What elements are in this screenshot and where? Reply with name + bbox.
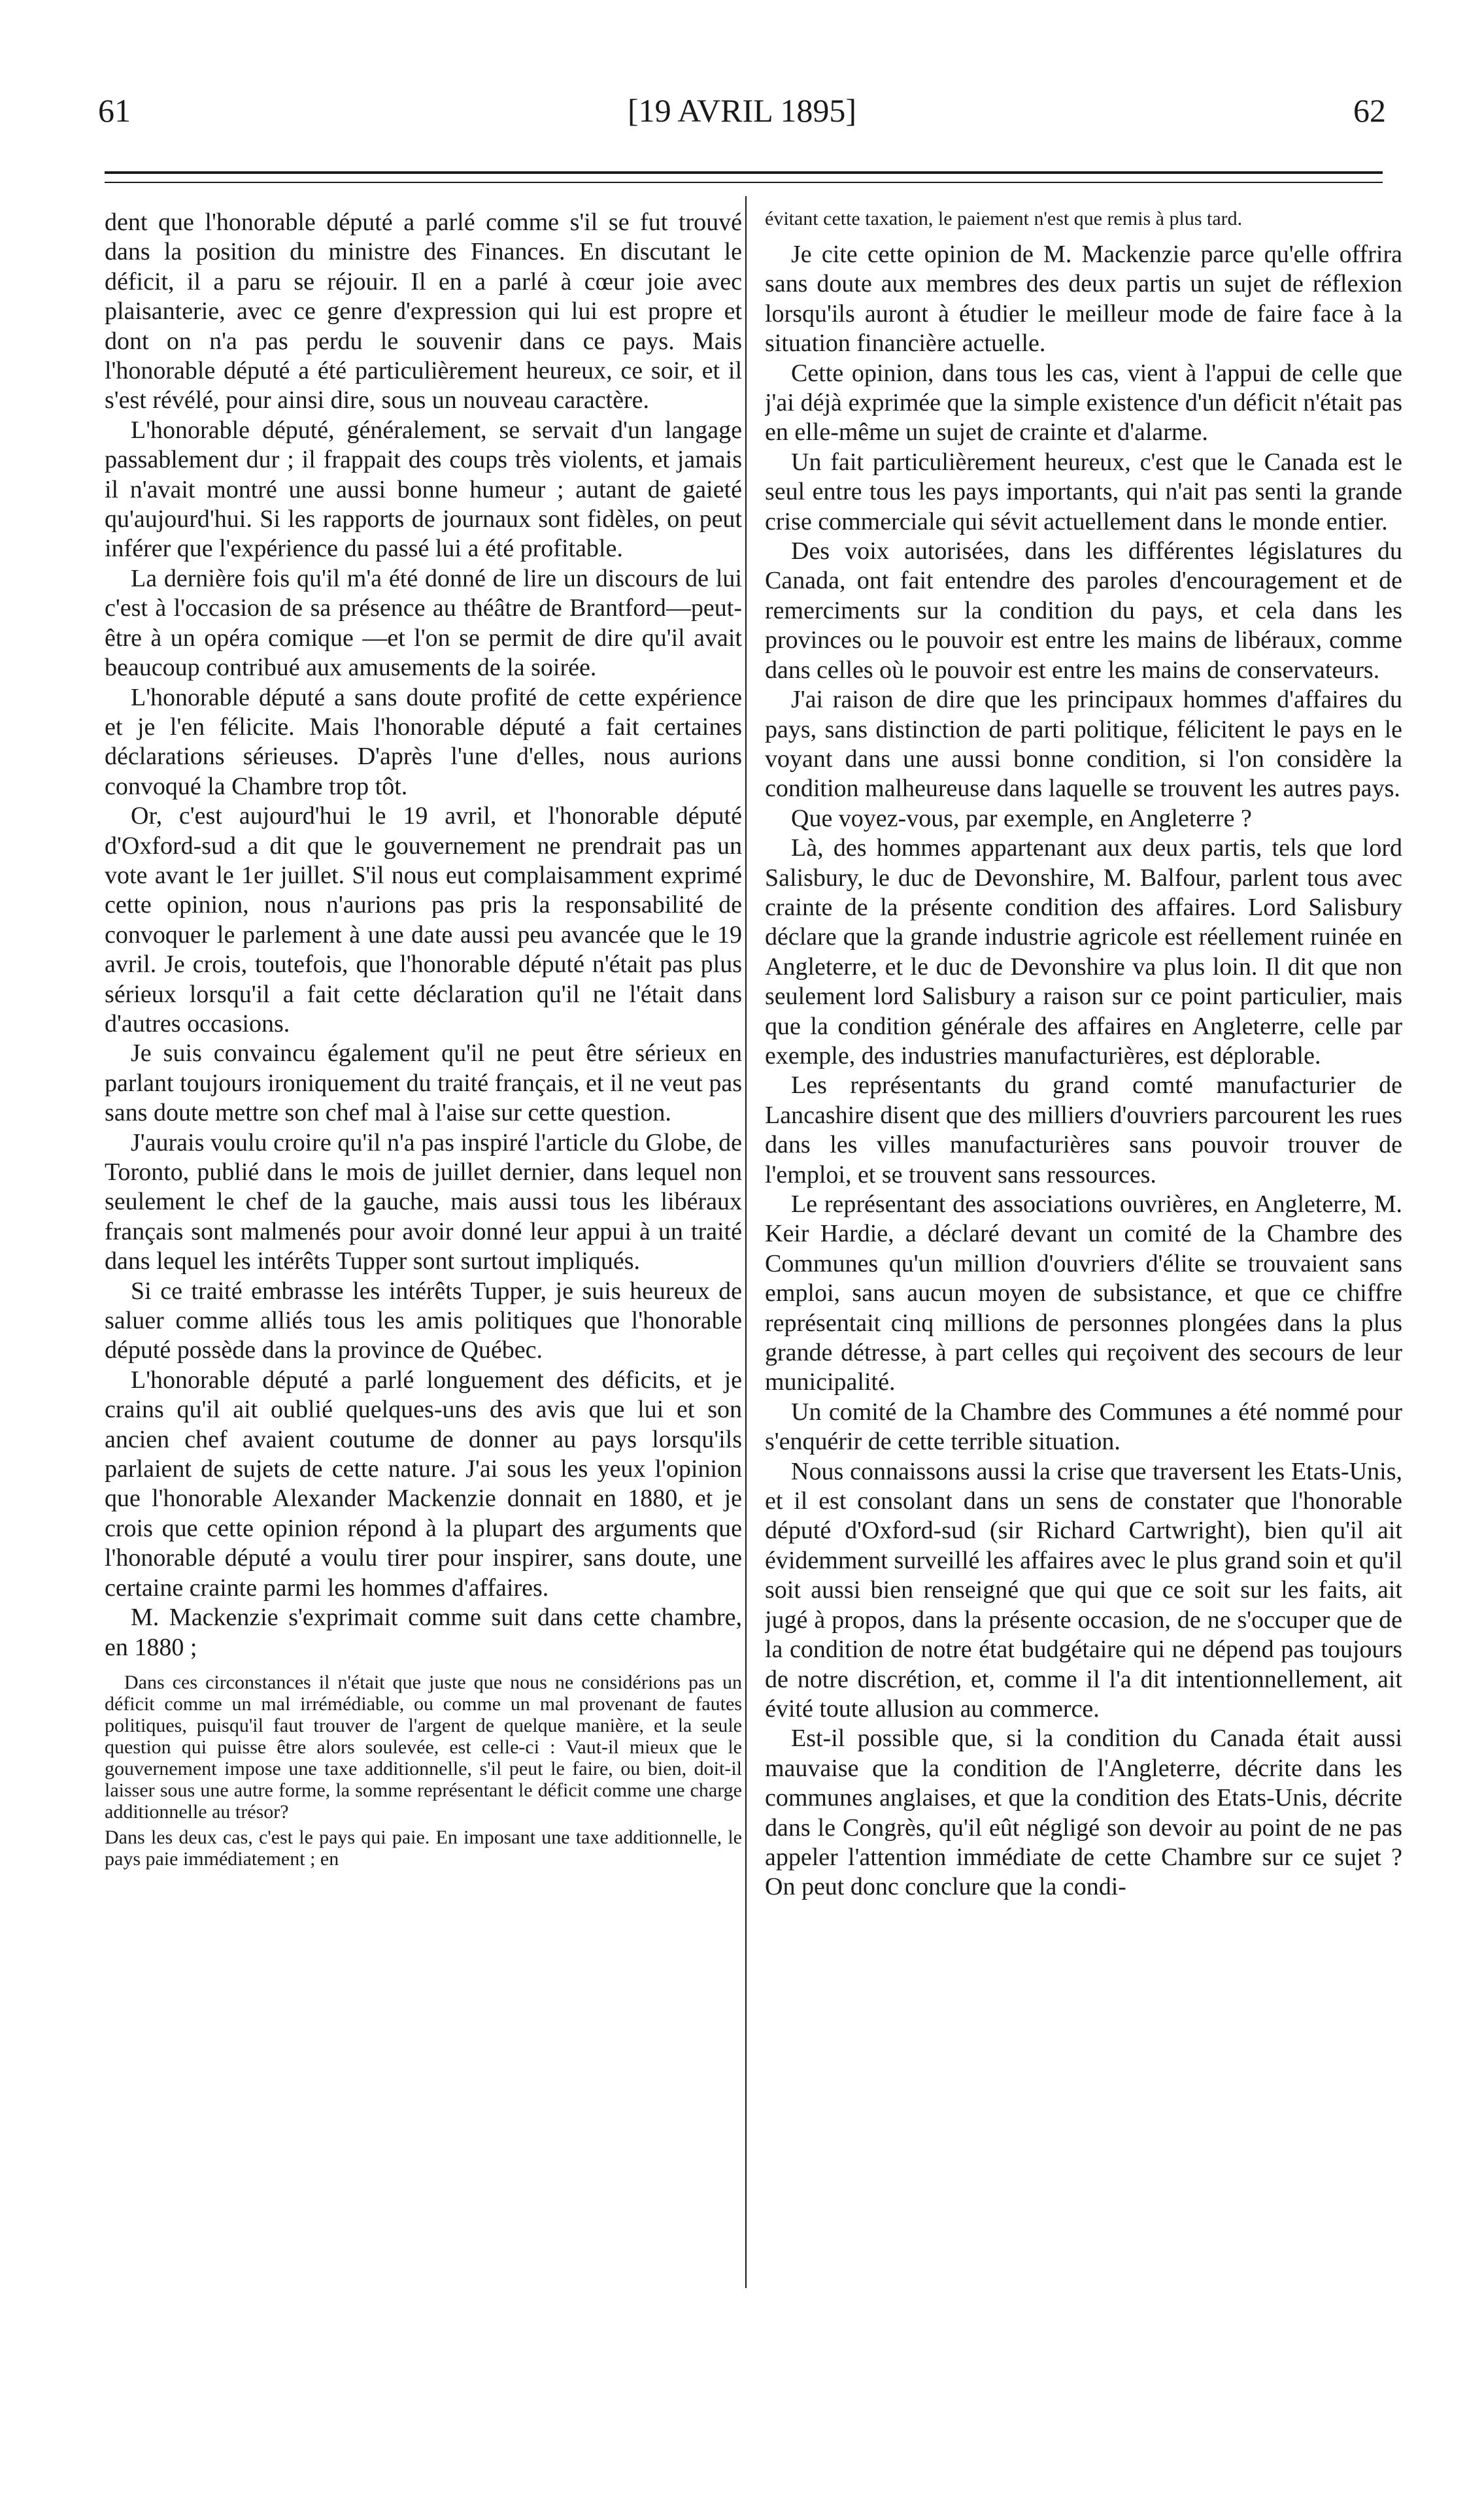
paragraph: dent que l'honorable député a parlé comme s'il se fut trouvé dans la position du ministre des Finances. En discutant le déficit, il a paru se réjouir. Il en a parlé à cœur joie avec plaisanterie, avec ce genre d'expression qui lui est propre et dont on n'a pas perdu le souvenir dans ce pays. Mais l'honorable député a été particulièrement heureux, ce soir, et il s'est révélé, pour ainsi dire, sous un nouveau caractère. — [105, 209, 742, 414]
paragraph: L'honorable député, généralement, se servait d'un langage passablement dur ; il frappait des coups très violents, et jamais il n'avait montré une aussi bonne humeur ; autant de gaieté qu'aujourd'hui. Si les rapports de journaux sont fidèles, on peut inférer que l'expérience du passé lui a été profitable. — [105, 416, 742, 563]
right-column — [765, 208, 1402, 2339]
paragraph: L'honorable député a parlé longuement des déficits, et je crains qu'il ait oublié quelques-uns des avis que lui et son ancien chef avaient coutume de donner au pays lorsqu'ils parlaient de sujets de cette nature. J'ai sous les yeux l'opinion que l'honorable Alexander Mackenzie donnait en 1880, et je crois que cette opinion répond à la plupart des arguments que l'honorable député a voulu tirer pour inspirer, sans doute, une certaine crainte parmi les hommes d'affaires. — [105, 1366, 742, 1602]
page-date: [19 AVRIL 1895] — [628, 92, 856, 129]
quotation-continued: évitant cette taxation, le paiement n'est que remis à plus tard. — [765, 208, 1243, 229]
quotation: Dans ces circonstances il n'était que juste que nous ne considérions pas un déficit comme un mal irrémédiable, ou comme un mal provenant de fautes politiques, puisqu'il faut trouver de l'argent de quelque manière, et la seule question qui puisse être alors soulevée, est celle-ci : Vaut-il mieux que le gouvernement impose une taxe additionnelle, s'il peut le faire, ou bien, doit-il laisser sous une autre forme, la somme représentant le déficit comme une charge additionnelle au trésor? — [105, 1671, 742, 1823]
paragraph: Les représentants du grand comté manufacturier de Lancashire disent que des milliers d'ouvriers parcourent les rues dans les villes manufacturières sans pouvoir trouver de l'emploi, et se trouvent sans ressources. — [765, 1071, 1402, 1188]
paragraph: J'ai raison de dire que les principaux hommes d'affaires du pays, sans distinction de parti politique, félicitent le pays en le voyant dans une aussi bonne condition, si l'on considère la condition malheureuse dans laquelle se trouvent les autres pays. — [765, 686, 1402, 803]
paragraph: La dernière fois qu'il m'a été donné de lire un discours de lui c'est à l'occasion de sa présence au théâtre de Brantford—peut-être à un opéra comique —et l'on se permit de dire qu'il avait beaucoup contribué aux amusements de la soirée. — [105, 564, 742, 682]
paragraph: L'honorable député a sans doute profité de cette expérience et je l'en félicite. Mais l'honorable député a fait certaines déclarations sérieuses. D'après l'une d'elles, nous aurions convoqué la Chambre trop tôt. — [105, 683, 742, 800]
paragraph: Là, des hommes appartenant aux deux partis, tels que lord Salisbury, le duc de Devonshire, M. Balfour, parlent tous avec crainte de la présente condition des affaires. Lord Salisbury déclare que la grande industrie agricole est réellement ruinée en Angleterre, et le duc de Devonshire va plus loin. Il dit que non seulement lord Salisbury a raison sur ce point particulier, mais que la condition générale des affaires en Angleterre, celle par exemple, des industries manufacturières, est déplorable. — [765, 834, 1402, 1070]
paragraph: J'aurais voulu croire qu'il n'a pas inspiré l'article du Globe, de Toronto, publié dans le mois de juillet dernier, dans lequel non seulement le chef de la gauche, mais aussi tous les libéraux français sont malmenés pour avoir donné leur appui à un traité dans lequel les intérêts Tupper sont surtout impliqués. — [105, 1128, 742, 1275]
paragraph: Le représentant des associations ouvrières, en Angleterre, M. Keir Hardie, a déclaré devant un comité de la Chambre des Communes qu'un million d'ouvriers d'élite se trouvaient sans emploi, sans aucun moyen de subsistance, et que ce chiffre représentait cinq millions de personnes plongées dans la plus grande détresse, à part celles qui reçoivent des secours de leur municipalité. — [765, 1190, 1402, 1396]
paragraph: Un comité de la Chambre des Communes a été nommé pour s'enquérir de cette terrible situation. — [765, 1398, 1402, 1456]
paragraph: Est-il possible que, si la condition du Canada était aussi mauvaise que la condition de l'Angleterre, décrite dans les communes anglaises, et que la condition des Etats-Unis, décrite dans le Congrès, qu'il eût négligé son devoir au point de ne pas appeler l'attention immédiate de cette Chambre sur ce sujet ? On peut donc conclure que la condi- — [765, 1725, 1402, 1901]
page-number-left: 61 — [98, 92, 131, 129]
paragraph: Des voix autorisées, dans les différentes législatures du Canada, ont fait entendre des paroles d'encouragement et de remerciments sur la condition du pays, et cela dans les provinces ou le pouvoir est entre les mains de libéraux, comme dans celles où le pouvoir est entre les mains de conservateurs. — [765, 537, 1402, 684]
paragraph: M. Mackenzie s'exprimait comme suit dans cette chambre, en 1880 ; — [105, 1604, 742, 1661]
paragraph: Or, c'est aujourd'hui le 19 avril, et l'honorable député d'Oxford-sud a dit que le gouvernement ne prendrait pas un vote avant le 1er juillet. S'il nous eut complaisamment exprimé cette opinion, nous n'aurions pas pris la responsabilité de convoquer le parlement à une date aussi peu avancée que le 19 avril. Je crois, toutefois, que l'honorable député n'était pas plus sérieux lorsqu'il a fait cette déclaration qu'il ne l'était dans d'autres occasions. — [105, 802, 742, 1037]
paragraph: Que voyez-vous, par exemple, en Angleterre ? — [791, 804, 1252, 832]
paragraph: Un fait particulièrement heureux, c'est que le Canada est le seul entre tous les pays importants, qui n'ait pas senti la grande crise commerciale qui sévit actuellement dans le monde entier. — [765, 448, 1402, 535]
header-rule-thin — [105, 182, 1383, 183]
paragraph: Nous connaissons aussi la crise que traversent les Etats-Unis, et il est consolant dans un sens de constater que l'honorable député d'Oxford-sud (sir Richard Cartwright), bien qu'il ait évidemment surveillé les affaires avec le plus grand soin et qu'il soit aussi bien renseigné que qui que ce soit sur les faits, ait jugé à propos, dans la présente occasion, de ne s'occuper que de la condition de notre état budgétaire qui ne dépend pas toujours de notre discrétion, et, comme il l'a dit intentionnellement, ait évité toute allusion au commerce. — [765, 1457, 1402, 1723]
paragraph: Je cite cette opinion de M. Mackenzie parce qu'elle offrira sans doute aux membres des deux partis un sujet de réflexion lorsqu'ils auront à étudier le meilleur mode de faire face à la situation financière actuelle. — [765, 241, 1402, 358]
page-number-right: 62 — [1353, 92, 1386, 129]
quotation: Dans les deux cas, c'est le pays qui paie. En imposant une taxe additionnelle, le pays paie immédiatement ; en — [105, 1826, 742, 1870]
column-divider — [745, 196, 747, 2288]
paragraph: Cette opinion, dans tous les cas, vient à l'appui de celle que j'ai déjà exprimée que la simple existence d'un déficit n'était pas en elle-même un sujet de crainte et d'alarme. — [765, 359, 1402, 447]
header-rule-thick — [105, 171, 1383, 174]
paragraph: Je suis convaincu également qu'il ne peut être sérieux en parlant toujours ironiquement du traité français, et il ne veut pas sans doute mettre son chef mal à l'aise sur cette question. — [105, 1039, 742, 1127]
paragraph: Si ce traité embrasse les intérêts Tupper, je suis heureux de saluer comme alliés tous les amis politiques que l'honorable député possède dans la province de Québec. — [105, 1277, 742, 1364]
page-header — [98, 92, 1386, 144]
left-column — [105, 208, 742, 2339]
